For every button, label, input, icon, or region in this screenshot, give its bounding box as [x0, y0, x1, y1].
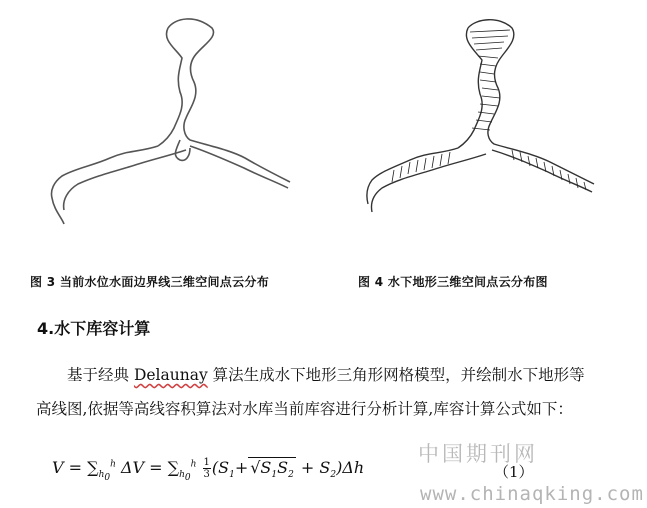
formula-text: $V = \sum_{h_0}^h$ $\Delta V = \sum_{h_0}^h$ $\frac{1}{3}$ $(S_1+ √S_1S_2 + S_2)\Delta h$ — [52, 457, 365, 483]
equation-number: （1） — [494, 463, 534, 481]
paragraph-line-1 — [36, 359, 616, 391]
section-heading: 4.水下库容计算 — [37, 319, 151, 338]
boundary-line-drawing — [40, 0, 302, 240]
watermark-cn: 中国期刊网 — [418, 442, 538, 466]
underwater-terrain-drawing — [362, 0, 622, 240]
paragraph-line-2: 高线图,依据等高线容积算法对水库当前库容进行分析计算,库容计算公式如下： — [36, 400, 573, 418]
paragraph-1-before: 基于经典 — [67, 366, 134, 384]
capacity-formula — [52, 457, 364, 483]
delaunay-term: Delaunay — [133, 366, 208, 384]
figure-3-caption: 图 3 当前水位水面边界线三维空间点云分布 — [30, 275, 270, 289]
figure-4-caption: 图 4 水下地形三维空间点云分布图 — [358, 275, 548, 289]
figure-3-point-cloud — [40, 0, 302, 240]
watermark-url: www.chinaqking.com — [420, 483, 644, 505]
figure-4-point-cloud — [362, 0, 622, 240]
paragraph-1-after: 算法生成水下地形三角形网格模型，并绘制水下地形等 — [207, 366, 585, 384]
